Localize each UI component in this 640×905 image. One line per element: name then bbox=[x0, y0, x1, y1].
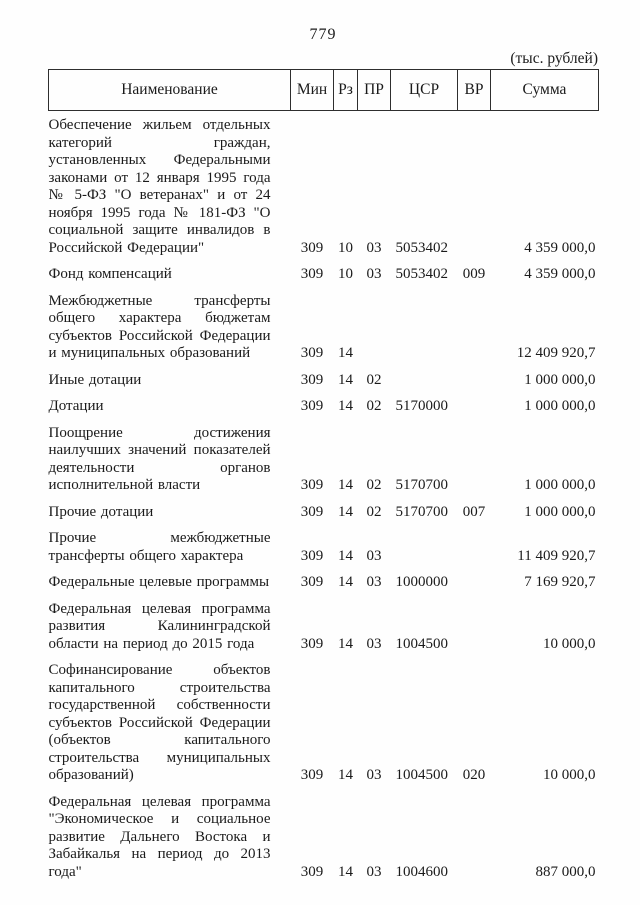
cell-vr bbox=[458, 568, 491, 595]
cell-vr: 020 bbox=[462, 767, 486, 783]
cell-min: 309 bbox=[300, 345, 324, 361]
cell-min: 309 bbox=[300, 371, 324, 388]
cell-pr: 03 bbox=[366, 574, 382, 590]
cell-min: 309 bbox=[300, 574, 324, 590]
cell-pr: 02 bbox=[366, 371, 382, 388]
cell-vr: 009 bbox=[462, 266, 486, 282]
cell-name: Обеспечение жильем отдельных категорий граждан, установленных Федеральными законами от 12 января 1995 года № 5-ФЗ "О ветеранах" и от 24 ноября 1995 года № 181-ФЗ "О социальной защите инвалидов в Российской Федерации" bbox=[48, 117, 271, 256]
cell-csr: 5053402 bbox=[395, 239, 448, 256]
units-note: (тыс. рублей) bbox=[510, 50, 598, 67]
cell-min: 309 bbox=[300, 547, 324, 564]
cell-name: Иные дотации bbox=[48, 371, 142, 388]
cell-rz: 14 bbox=[338, 371, 353, 388]
cell-csr: 5170700 bbox=[395, 477, 448, 493]
cell-rz: 14 bbox=[338, 398, 353, 414]
cell-pr: 03 bbox=[366, 239, 382, 256]
cell-csr bbox=[391, 366, 458, 393]
cell-rz: 14 bbox=[338, 863, 353, 880]
cell-pr: 03 bbox=[366, 635, 382, 652]
cell-name: Фонд компенсаций bbox=[48, 266, 172, 282]
column-header-sum: Сумма bbox=[491, 70, 599, 111]
cell-min: 309 bbox=[300, 503, 324, 520]
cell-pr bbox=[358, 287, 391, 366]
cell-vr bbox=[458, 366, 491, 393]
table-row bbox=[49, 111, 599, 261]
cell-amount: 4 359 000,0 bbox=[524, 239, 596, 256]
cell-name: Прочие дотации bbox=[48, 503, 154, 520]
cell-csr: 1004600 bbox=[395, 863, 448, 880]
column-header-pr: ПР bbox=[358, 70, 391, 111]
cell-amount: 1 000 000,0 bbox=[524, 477, 596, 493]
cell-csr: 1004500 bbox=[395, 767, 448, 783]
table-body bbox=[49, 111, 599, 885]
table-row bbox=[49, 287, 599, 366]
table-row bbox=[49, 498, 599, 525]
cell-amount: 10 000,0 bbox=[543, 635, 596, 652]
cell-pr: 03 bbox=[366, 863, 382, 880]
cell-rz: 10 bbox=[338, 239, 353, 256]
cell-min: 309 bbox=[300, 266, 324, 282]
cell-rz: 14 bbox=[338, 503, 353, 520]
cell-amount: 887 000,0 bbox=[535, 863, 596, 880]
cell-csr: 5053402 bbox=[395, 266, 448, 282]
cell-vr: 007 bbox=[462, 503, 486, 520]
table-row bbox=[49, 419, 599, 498]
cell-min: 309 bbox=[300, 398, 324, 414]
cell-vr bbox=[458, 524, 491, 568]
cell-rz: 10 bbox=[338, 266, 353, 282]
cell-name: Федеральная целевая программа развития Калининградской области на период до 2015 года bbox=[48, 600, 271, 652]
cell-csr bbox=[391, 524, 458, 568]
table-row bbox=[49, 366, 599, 393]
cell-name: Поощрение достижения наилучших значений показателей деятельности органов исполнительной власти bbox=[48, 424, 271, 493]
cell-csr: 1000000 bbox=[395, 574, 448, 590]
cell-name: Федеральная целевая программа "Экономическое и социальное развитие Дальнего Востока и Забайкалья на период до 2013 года" bbox=[48, 793, 271, 880]
cell-min: 309 bbox=[300, 477, 324, 493]
table-row bbox=[49, 568, 599, 595]
column-header-min: Мин bbox=[291, 70, 334, 111]
table-row bbox=[49, 595, 599, 657]
cell-amount: 12 409 920,7 bbox=[516, 345, 596, 361]
column-header-csr: ЦСР bbox=[391, 70, 458, 111]
cell-pr: 02 bbox=[366, 477, 382, 493]
cell-csr bbox=[391, 287, 458, 366]
cell-rz: 14 bbox=[338, 635, 353, 652]
cell-rz: 14 bbox=[338, 477, 353, 493]
cell-name: Межбюджетные трансферты общего характера бюджетам субъектов Российской Федерации и муниципальных образований bbox=[48, 292, 271, 361]
cell-min: 309 bbox=[300, 635, 324, 652]
cell-amount: 10 000,0 bbox=[543, 767, 596, 783]
cell-pr: 03 bbox=[366, 767, 382, 783]
cell-name: Дотации bbox=[48, 398, 104, 414]
cell-rz: 14 bbox=[338, 767, 353, 783]
table-row bbox=[49, 260, 599, 287]
cell-vr bbox=[458, 595, 491, 657]
table-header-row bbox=[49, 70, 599, 111]
cell-min: 309 bbox=[300, 863, 324, 880]
cell-name: Федеральные целевые программы bbox=[48, 574, 270, 590]
column-header-rz: Рз bbox=[334, 70, 358, 111]
cell-csr: 1004500 bbox=[395, 635, 448, 652]
cell-csr: 5170000 bbox=[395, 398, 448, 414]
column-header-name: Наименование bbox=[49, 70, 291, 111]
cell-pr: 03 bbox=[366, 547, 382, 564]
table-row bbox=[49, 788, 599, 885]
cell-amount: 1 000 000,0 bbox=[524, 503, 596, 520]
table-row bbox=[49, 392, 599, 419]
cell-amount: 4 359 000,0 bbox=[524, 266, 596, 282]
cell-amount: 7 169 920,7 bbox=[524, 574, 596, 590]
column-header-vr: ВР bbox=[458, 70, 491, 111]
cell-rz: 14 bbox=[338, 574, 353, 590]
page-number: 779 bbox=[309, 26, 337, 43]
cell-name: Прочие межбюджетные трансферты общего характера bbox=[48, 530, 271, 564]
cell-amount: 1 000 000,0 bbox=[524, 398, 596, 414]
cell-min: 309 bbox=[300, 239, 324, 256]
cell-pr: 02 bbox=[366, 398, 382, 414]
cell-name: Софинансирование объектов капитального строительства государственной собственности субъектов Российской Федерации (объектов капитального строительства муниципальных образований) bbox=[48, 662, 271, 783]
cell-csr: 5170700 bbox=[395, 503, 448, 520]
cell-rz: 14 bbox=[338, 345, 353, 361]
cell-vr bbox=[458, 392, 491, 419]
cell-vr bbox=[458, 111, 491, 261]
cell-pr: 02 bbox=[366, 503, 382, 520]
table-row bbox=[49, 524, 599, 568]
cell-amount: 11 409 920,7 bbox=[517, 547, 596, 564]
budget-table bbox=[48, 69, 599, 884]
cell-amount: 1 000 000,0 bbox=[524, 371, 596, 388]
cell-vr bbox=[458, 788, 491, 885]
cell-vr bbox=[458, 287, 491, 366]
cell-min: 309 bbox=[300, 767, 324, 783]
table-row bbox=[49, 656, 599, 788]
cell-pr: 03 bbox=[366, 266, 382, 282]
cell-vr bbox=[458, 419, 491, 498]
cell-rz: 14 bbox=[338, 547, 353, 564]
